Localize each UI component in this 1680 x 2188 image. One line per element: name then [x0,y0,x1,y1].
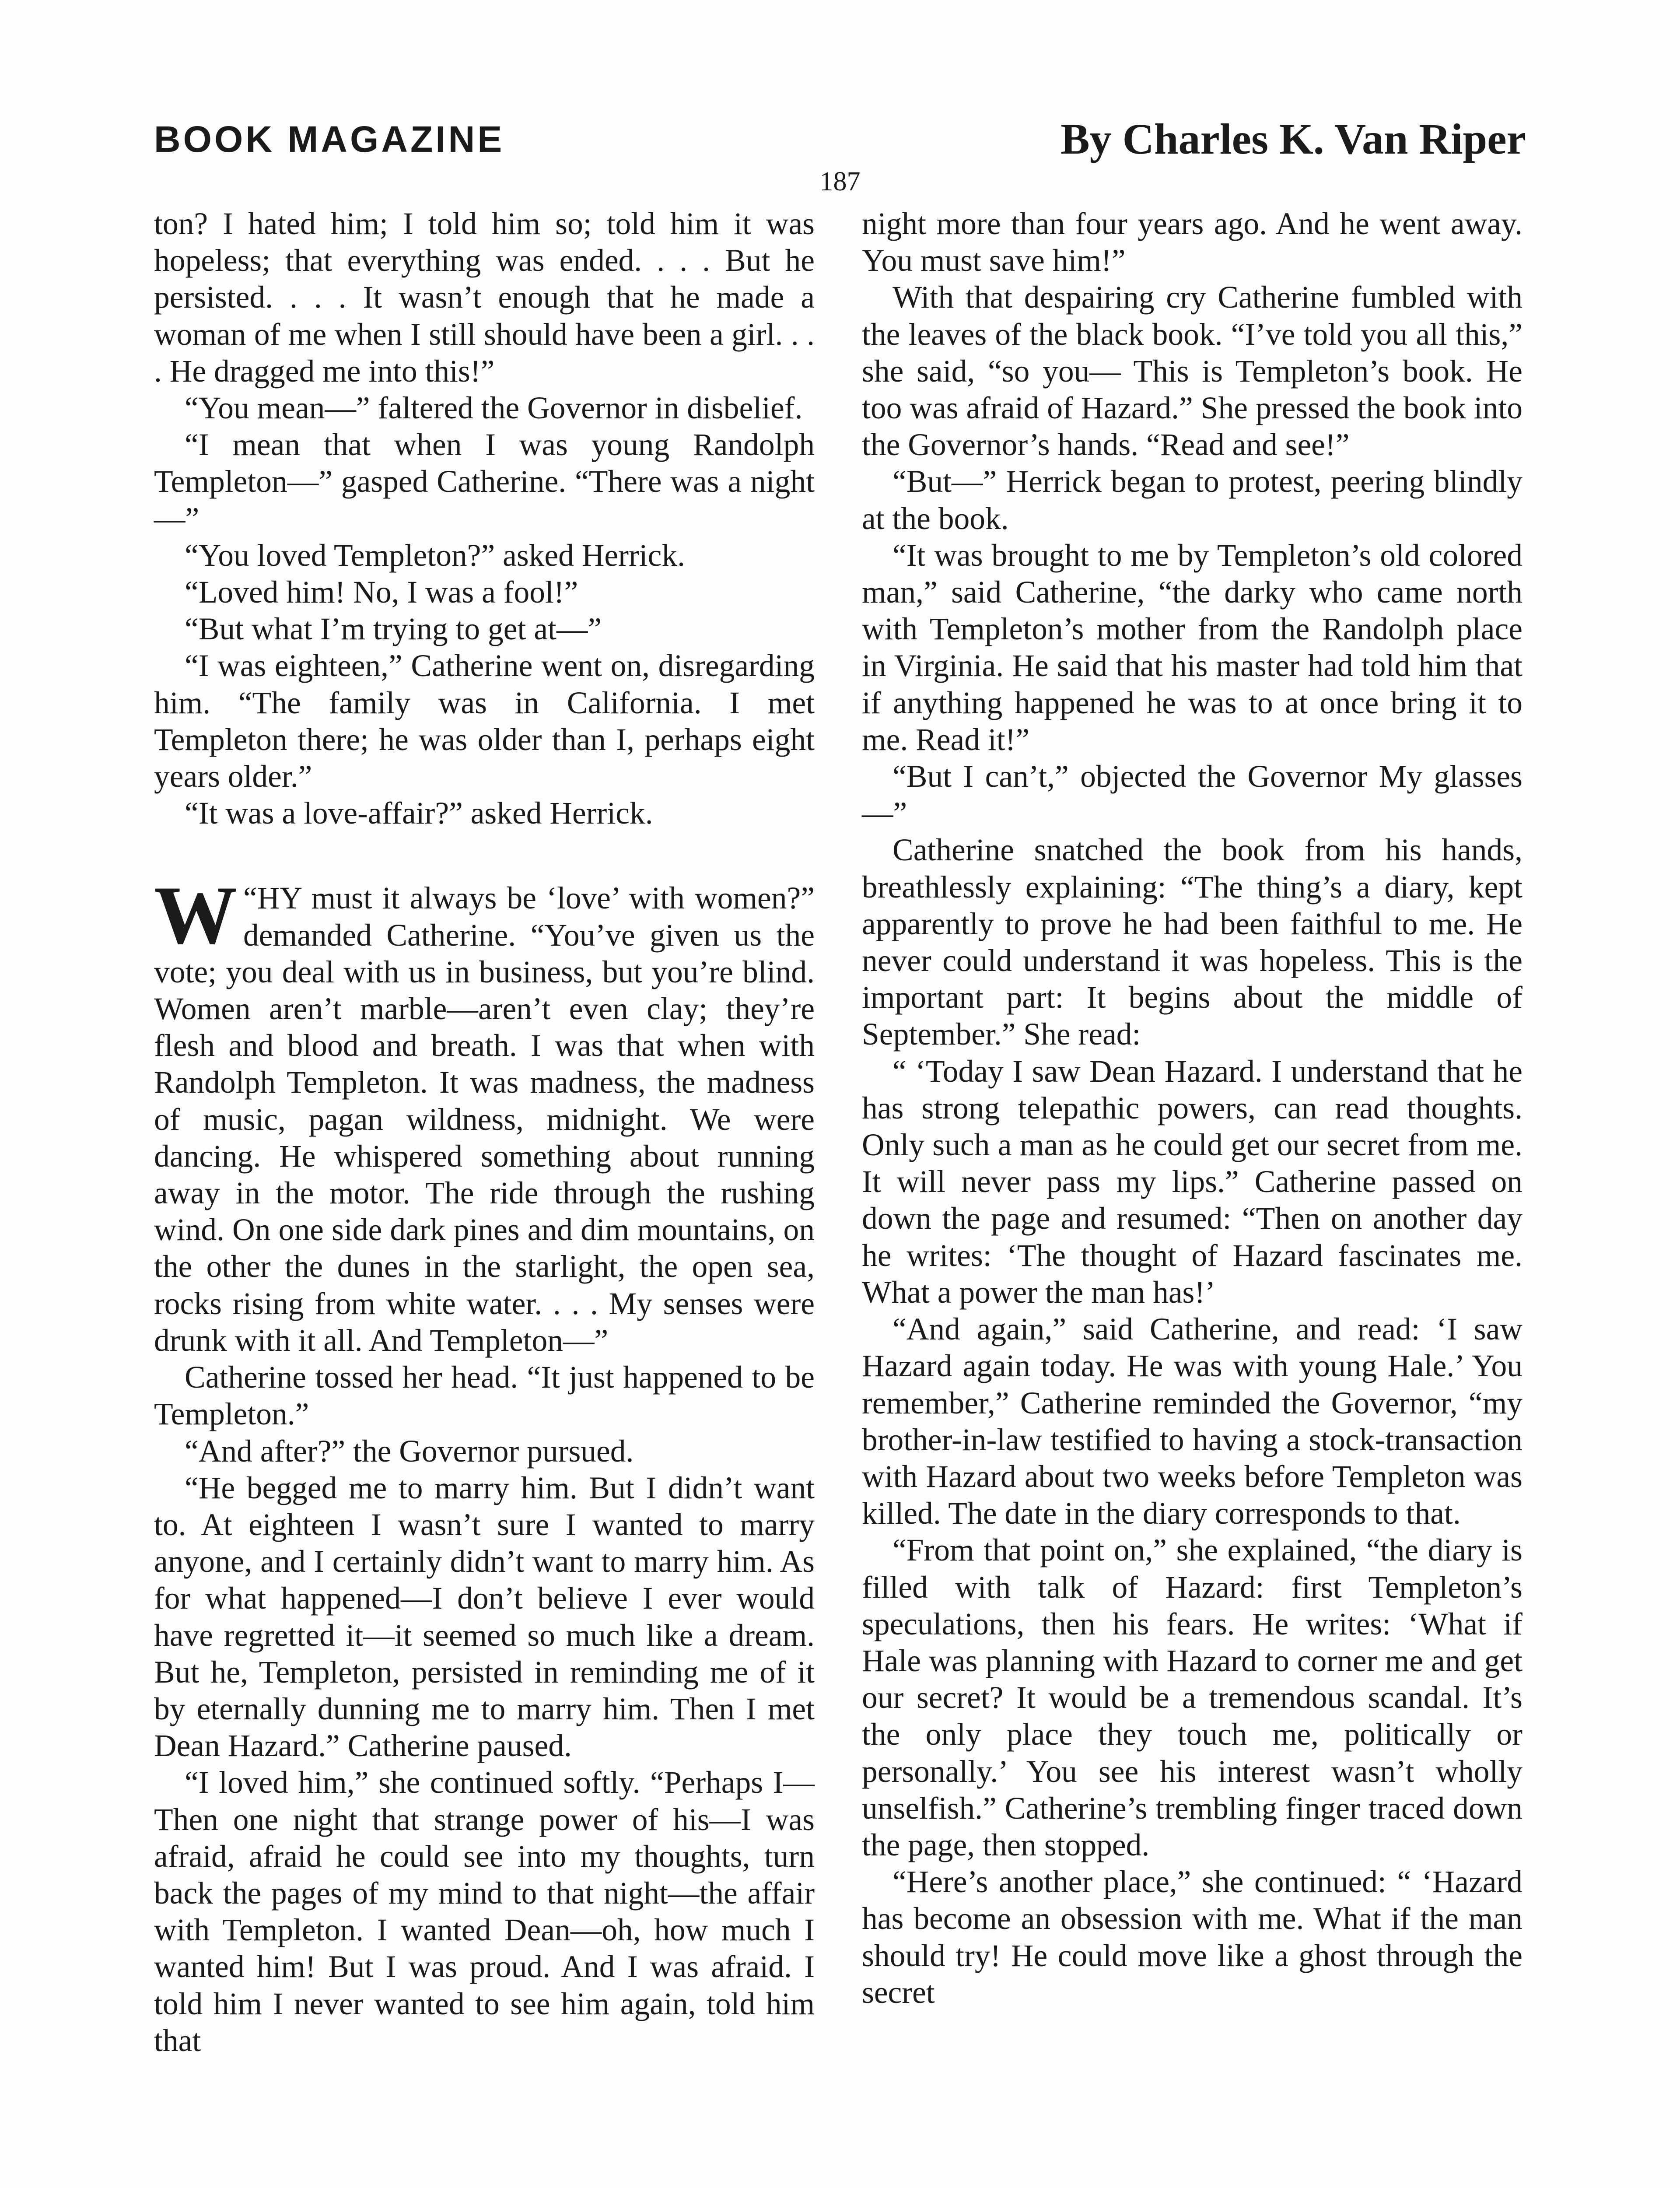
paragraph: “And again,” said Catherine, and read: ‘I saw Hazard again today. He was with young Hale.’ You remember,” Catherine reminded the Governor, “my brother-in-law testified to having a stock-transaction with Hazard about two weeks before Templeton was killed. The date in the diary corresponds to that. [862,1312,1522,1531]
author-byline: By Charles K. Van Riper [1060,115,1526,163]
drop-cap-letter: W [154,870,237,962]
paragraph: “Here’s another place,” she continued: “ ‘Hazard has become an obsession with me. What if the man should try! He could move like a ghost through the secret [862,1865,1522,2010]
page-header [154,109,1526,171]
page-number: 187 [819,167,861,196]
paragraph: ton? I hated him; I told him so; told him it was hopeless; that everything was ended. . . . But he persisted. . . . It wasn’t enough that he made a woman of me when I still should have been a girl. . . . He dragged me into this!” [154,207,815,389]
paragraph: “You loved Templeton?” asked Herrick. [185,538,685,573]
left-column [154,206,815,2188]
section-break [154,832,815,880]
paragraph: “And after?” the Governor pursued. [185,1434,634,1469]
paragraph: “But—” Herrick began to protest, peering blindly at the book. [862,464,1522,536]
paragraph: “I loved him,” she continued softly. “Perhaps I— Then one night that strange power of his—I was afraid, afraid he could see into my thoughts, turn back the pages of my mind to that night—the affair with Templeton. I wanted Dean—oh, how much I wanted him! But I was proud. And I was afraid. I told him I never wanted to see him again, told him that [154,1765,815,2058]
paragraph: “He begged me to marry him. But I didn’t want to. At eighteen I wasn’t sure I wanted to marry anyone, and I certainly didn’t want to marry him. As for what happened—I don’t believe I ever would have regretted it—it seemed so much like a dream. But he, Templeton, persisted in reminding me of it by eternally dunning me to marry him. Then I met Dean Hazard.” Catherine paused. [154,1470,815,1764]
paragraph: “I mean that when I was young Randolph Templeton—” gasped Catherine. “There was a night—” [154,428,815,536]
paragraph-text: HY must it always be ‘love’ with women?” demanded Catherine. “You’ve given us the vote; you deal with us in business, but you’re blind. Women aren’t marble—aren’t even clay; they’re flesh and blood and breath. I was that when with Randolph Templeton. It was madness, the madness of music, pagan wildness, midnight. We were dancing. He whispered something about running away in the motor. The ride through the rushing wind. On one side dark pines and dim mountains, on the other the dunes in the starlight, the open sea, rocks rising from white water. . . . My senses were drunk with it all. And Templeton—” [154,881,815,1358]
drop-cap-quote: “ [243,881,257,916]
paragraph: Catherine snatched the book from his hands, breathlessly explaining: “The thing’s a diary, kept apparently to prove he had been faithful to me. He never could understand it was hopeless. This is the important part: It begins about the middle of September.” She read: [862,833,1522,1052]
paragraph: “It was brought to me by Templeton’s old colored man,” said Catherine, “the darky who came north with Templeton’s mother from the Randolph place in Virginia. He said that his master had told him that if anything happened he was to at once bring it to me. Read it!” [862,538,1522,757]
right-column [862,206,1522,2188]
paragraph: “From that point on,” she explained, “the diary is filled with talk of Hazard: first Templeton’s speculations, then his fears. He writes: ‘What if Hale was planning with Hazard to corner me and get our secret? It would be a tremendous scandal. It’s the only place they touch me, politically or personally.’ You see his interest wasn’t wholly unselfish.” Catherine’s trembling finger traced down the page, then stopped. [862,1533,1522,1862]
paragraph: “I was eighteen,” Catherine went on, disregarding him. “The family was in California. I met Templeton there; he was older than I, perhaps eight years older.” [154,649,815,794]
paragraph: With that despairing cry Catherine fumbled with the leaves of the black book. “I’ve told you all this,” she said, “so you— This is Templeton’s book. He too was afraid of Hazard.” She pressed the book into the Governor’s hands. “Read and see!” [862,280,1522,463]
paragraph: night more than four years ago. And he went away. You must save him!” [862,207,1522,278]
paragraph: “Loved him! No, I was a fool!” [185,575,578,610]
drop-cap-paragraph [154,870,815,1359]
paragraph: “ ‘Today I saw Dean Hazard. I understand that he has strong telepathic powers, can read thoughts. Only such a man as he could get our secret from me. It will never pass my lips.” Catherine passed on down the page and resumed: “Then on another day he writes: ‘The thought of Hazard fascinates me. What a power the man has!’ [862,1054,1522,1310]
paragraph: “It was a love-affair?” asked Herrick. [185,796,653,831]
magazine-title: BOOK MAGAZINE [154,119,505,160]
paragraph: Catherine tossed her head. “It just happened to be Templeton.” [154,1360,815,1432]
paragraph: “But I can’t,” objected the Governor My glasses—” [862,759,1522,831]
paragraph: “You mean—” faltered the Governor in disbelief. [185,391,803,426]
paragraph: “But what I’m trying to get at—” [185,612,602,647]
